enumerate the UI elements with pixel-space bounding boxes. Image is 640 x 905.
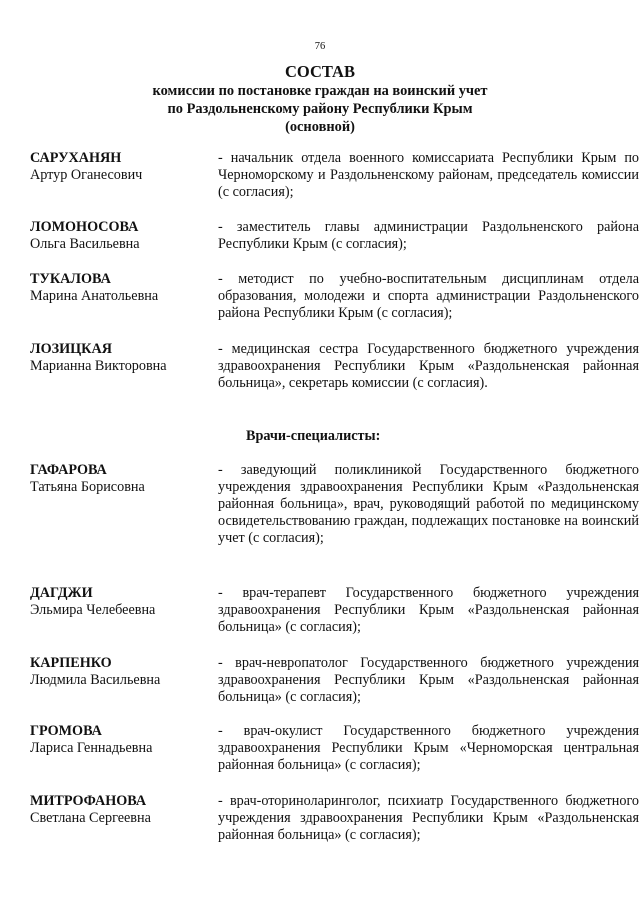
member-name xyxy=(30,150,215,184)
doctor-description: - врач-невропатолог Государственного бюджетного учреждения здравоохранения Республики Крым «Раздольненская районная больница» (с согласия); xyxy=(218,655,639,705)
document-title xyxy=(0,62,640,136)
doctor-name xyxy=(30,462,215,496)
member-given-name: Артур Оганесович xyxy=(30,167,143,183)
member-description: - начальник отдела военного комиссариата Республики Крым по Черноморскому и Раздольненскому районам, председатель комиссии (с согласия); xyxy=(218,150,639,200)
doctor-surname: ГРОМОВА xyxy=(30,723,102,739)
doctor-surname: КАРПЕНКО xyxy=(30,655,112,671)
doctor-description: - заведующий поликлиникой Государственного бюджетного учреждения здравоохранения Республики Крым «Раздольненская районная больница», врач, руководящий работой по медицинскому освидетельствованию граждан, подлежащих постановке на воинский учет (с согласия); xyxy=(218,462,639,546)
subheading-doctors: Врачи-специалисты: xyxy=(246,428,381,444)
title-line-3: (основной) xyxy=(285,119,355,135)
doctor-description: - врач-окулист Государственного бюджетного учреждения здравоохранения Республики Крым «Черноморская центральная районная больница» (с согласия); xyxy=(218,723,639,773)
doctor-name xyxy=(30,793,215,827)
member-name xyxy=(30,341,215,375)
doctor-name xyxy=(30,723,215,757)
member-given-name: Марина Анатольевна xyxy=(30,288,159,304)
doctor-given-name: Лариса Геннадьевна xyxy=(30,740,153,756)
member-surname: САРУХАНЯН xyxy=(30,150,122,166)
member-description: - медицинская сестра Государственного бюджетного учреждения здравоохранения Республики Крым «Раздольненская районная больница», секретарь комиссии (с согласия). xyxy=(218,341,639,391)
member-name xyxy=(30,219,215,253)
title-main: СОСТАВ xyxy=(285,62,355,81)
doctor-surname: ДАГДЖИ xyxy=(30,585,93,601)
member-description: - методист по учебно-воспитательным дисциплинам отдела образования, молодежи и спорта администрации Раздольненского района Республики Крым (с согласия); xyxy=(218,271,639,321)
member-description: - заместитель главы администрации Раздольненского района Республики Крым (с согласия); xyxy=(218,219,639,252)
title-line-2: по Раздольненскому району Республики Крым xyxy=(167,101,473,117)
member-name xyxy=(30,271,215,305)
doctor-name xyxy=(30,585,215,619)
doctor-given-name: Светлана Сергеевна xyxy=(30,810,151,826)
member-surname: ЛОЗИЦКАЯ xyxy=(30,341,112,357)
page-number: 76 xyxy=(314,41,326,52)
member-surname: ТУКАЛОВА xyxy=(30,271,111,287)
member-surname: ЛОМОНОСОВА xyxy=(30,219,139,235)
doctor-given-name: Эльмира Челебеевна xyxy=(30,602,156,618)
doctor-description: - врач-оториноларинголог, психиатр Государственного бюджетного учреждения здравоохранения Республики Крым «Раздольненская районная больница» (с согласия); xyxy=(218,793,639,843)
doctor-given-name: Татьяна Борисовна xyxy=(30,479,145,495)
member-given-name: Марианна Викторовна xyxy=(30,358,167,374)
doctor-name xyxy=(30,655,215,689)
title-line-1: комиссии по постановке граждан на воинский учет xyxy=(152,83,488,99)
doctor-surname: ГАФАРОВА xyxy=(30,462,107,478)
member-given-name: Ольга Васильевна xyxy=(30,236,140,252)
doctor-surname: МИТРОФАНОВА xyxy=(30,793,147,809)
doctor-given-name: Людмила Васильевна xyxy=(30,672,161,688)
doctor-description: - врач-терапевт Государственного бюджетного учреждения здравоохранения Республики Крым «Раздольненская районная больница» (с согласия); xyxy=(218,585,639,635)
